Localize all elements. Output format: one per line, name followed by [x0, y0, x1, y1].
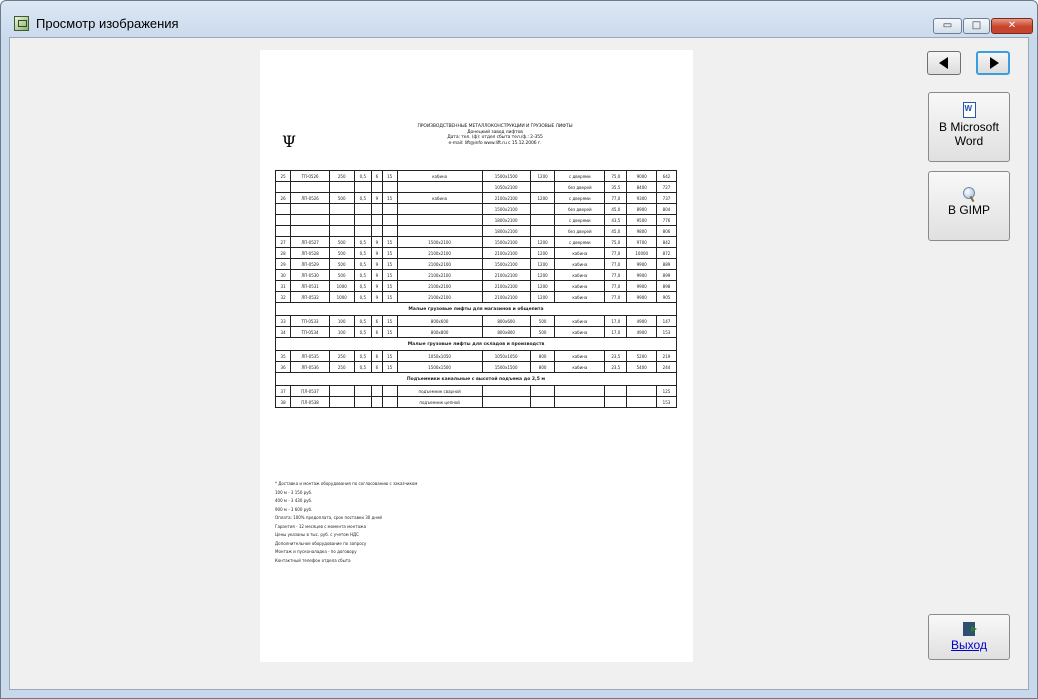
table-cell [627, 397, 656, 408]
table-cell [372, 215, 382, 226]
gimp-button-label: В GIMP [947, 203, 990, 217]
note-line: Цены указаны в тыс. руб. с учетом НДС [275, 532, 359, 537]
table-cell: 1200 [530, 259, 555, 270]
magnifier-icon [963, 187, 975, 199]
note-line: Оплата: 100% предоплата, срок поставки 30 дней [275, 515, 383, 520]
table-cell [397, 215, 482, 226]
table-cell [354, 226, 372, 237]
table-cell: с дверями [555, 171, 605, 182]
table-cell: 727 [656, 182, 676, 193]
table-row [276, 316, 677, 327]
table-cell: без дверей [555, 226, 605, 237]
note-line: Гарантия - 12 месяцев с момента монтажа [275, 523, 367, 529]
table-cell: 15 [382, 193, 397, 204]
table-cell: 26 [276, 193, 291, 204]
table-cell: 800 [530, 351, 555, 362]
table-cell [530, 226, 555, 237]
table-cell [397, 182, 482, 193]
table-cell: 15 [382, 237, 397, 248]
table-cell: 77,0 [605, 259, 627, 270]
table-cell [276, 226, 291, 237]
table-cell: кабина [555, 351, 605, 362]
table-cell [382, 204, 397, 215]
table-cell [291, 204, 330, 215]
table-cell: 45,0 [605, 226, 627, 237]
table-cell: 32 [276, 292, 291, 303]
table-cell [530, 386, 555, 397]
table-cell: 15 [382, 351, 397, 362]
table-cell: 800 [530, 362, 555, 373]
table-cell: 9300 [627, 193, 656, 204]
table-cell [372, 386, 382, 397]
table-cell: с дверями [555, 237, 605, 248]
table-cell: 77,0 [605, 270, 627, 281]
exit-door-icon [963, 622, 975, 636]
table-cell: 737 [656, 193, 676, 204]
table-row [276, 292, 677, 303]
table-row [276, 351, 677, 362]
table-cell: 15 [382, 292, 397, 303]
table-row [276, 215, 677, 226]
table-cell: 1200 [530, 248, 555, 259]
table-cell [291, 182, 330, 193]
table-row [276, 259, 677, 270]
table-cell: 147 [656, 316, 676, 327]
table-cell: 1500x2100 [482, 237, 530, 248]
table-cell [329, 226, 354, 237]
table-cell [382, 397, 397, 408]
image-preview[interactable] [260, 50, 693, 662]
table-cell: 125 [656, 386, 676, 397]
table-cell: 9 [372, 259, 382, 270]
table-cell: 1050x1050 [482, 351, 530, 362]
table-cell: кабина [555, 362, 605, 373]
table-cell [482, 386, 530, 397]
table-cell: 0,5 [354, 259, 372, 270]
table-cell: 500 [530, 327, 555, 338]
table-cell [354, 215, 372, 226]
table-cell: 15 [382, 259, 397, 270]
table-cell: 0,5 [354, 270, 372, 281]
table-cell: кабина [555, 248, 605, 259]
table-cell: 1200 [530, 237, 555, 248]
table-cell: 43,5 [605, 215, 627, 226]
table-cell [329, 204, 354, 215]
previous-image-button[interactable] [927, 51, 961, 75]
table-cell: 500 [329, 248, 354, 259]
table-cell: 2100x2100 [397, 259, 482, 270]
table-cell [354, 182, 372, 193]
viewer-area [9, 37, 1029, 690]
table-cell: кабина [397, 171, 482, 182]
table-cell: 15 [382, 270, 397, 281]
table-cell: 15 [382, 316, 397, 327]
table-cell: 9900 [627, 270, 656, 281]
table-cell: ЛП-0529 [291, 259, 330, 270]
close-button[interactable]: ✕ [991, 18, 1033, 34]
table-cell: 1050x1050 [397, 351, 482, 362]
table-cell: 2100x2100 [397, 248, 482, 259]
table-cell: 9500 [627, 215, 656, 226]
header-line: Дата: тел. (ф): отдел сбыта тел./ф.: 2-355 [447, 135, 543, 140]
table-cell: 9 [372, 248, 382, 259]
table-cell: 0,5 [354, 351, 372, 362]
window-title: Просмотр изображения [36, 16, 179, 31]
table-cell: 219 [656, 351, 676, 362]
table-cell: 77,0 [605, 193, 627, 204]
exit-button[interactable] [928, 614, 1010, 660]
table-cell: 0,5 [354, 281, 372, 292]
note-line: Контактный телефон отдела сбыта [275, 557, 351, 563]
table-cell: ПЛ-0538 [291, 397, 330, 408]
section-title: Подъемники канальные с высотой подъема до 2,5 м [276, 373, 677, 386]
table-cell: 1800x2100 [482, 215, 530, 226]
export-to-word-button[interactable] [928, 92, 1010, 162]
table-row [276, 397, 677, 408]
header-line: ПРОИЗВОДСТВЕННЫЕ МЕТАЛЛОКОНСТРУКЦИИ И ГРУЗОВЫЕ ЛИФТЫ [417, 124, 573, 129]
table-row [276, 226, 677, 237]
section-title: Малые грузовые лифты для складов и производств [276, 338, 677, 351]
table-cell: 77,0 [605, 248, 627, 259]
table-cell [555, 386, 605, 397]
table-cell: ЛП-0535 [291, 351, 330, 362]
table-row [276, 182, 677, 193]
table-row [276, 204, 677, 215]
table-cell: 6 [372, 362, 382, 373]
exit-button-label: Выход [951, 638, 987, 652]
table-cell: 9 [372, 292, 382, 303]
note-line: Монтаж и пусконаладка - по договору [275, 549, 357, 554]
table-cell: 9 [372, 237, 382, 248]
table-cell: кабина [555, 292, 605, 303]
table-cell [555, 397, 605, 408]
table-cell: 800x800 [397, 327, 482, 338]
table-cell: 10000 [627, 248, 656, 259]
table-cell: 642 [656, 171, 676, 182]
note-line: * Доставка и монтаж оборудования по согласованию с заказчиком [275, 481, 418, 486]
table-cell: с дверями [555, 215, 605, 226]
table-cell [397, 204, 482, 215]
table-cell: без дверей [555, 204, 605, 215]
table-cell: 898 [656, 281, 676, 292]
table-cell [397, 226, 482, 237]
table-cell: 0,5 [354, 248, 372, 259]
table-cell [329, 386, 354, 397]
title-bar[interactable] [1, 1, 1037, 35]
table-cell: 244 [656, 362, 676, 373]
table-cell [482, 397, 530, 408]
table-cell: 9900 [627, 259, 656, 270]
table-cell: подъемник цепной [397, 397, 482, 408]
table-row [276, 193, 677, 204]
table-cell: 28 [276, 248, 291, 259]
table-cell [530, 204, 555, 215]
table-row [276, 171, 677, 182]
table-cell: кабина [555, 327, 605, 338]
table-cell: ЛП-0527 [291, 237, 330, 248]
table-section-row [276, 338, 677, 351]
table-cell: 6 [372, 316, 382, 327]
table-cell: 2100x2100 [482, 281, 530, 292]
table-cell: 250 [329, 351, 354, 362]
table-row [276, 386, 677, 397]
table-cell: 1000 [329, 292, 354, 303]
table-cell [372, 204, 382, 215]
table-cell [276, 204, 291, 215]
image-viewer-icon [14, 16, 29, 31]
table-cell: 77,0 [605, 292, 627, 303]
table-cell: 37 [276, 386, 291, 397]
table-cell [382, 226, 397, 237]
table-cell [354, 397, 372, 408]
table-cell: 38 [276, 397, 291, 408]
table-cell [329, 215, 354, 226]
table-cell: ТП-0526 [291, 171, 330, 182]
table-cell: 15 [382, 281, 397, 292]
table-cell: 250 [329, 171, 354, 182]
table-cell: 500 [329, 193, 354, 204]
table-cell: 2100x2100 [482, 248, 530, 259]
table-cell [291, 226, 330, 237]
table-cell: 23,5 [605, 362, 627, 373]
table-cell: 29 [276, 259, 291, 270]
table-cell: 2100x2100 [397, 270, 482, 281]
table-cell: 1050x2100 [482, 182, 530, 193]
table-cell [382, 386, 397, 397]
table-cell: 800x600 [397, 316, 482, 327]
table-cell: 31 [276, 281, 291, 292]
next-image-button[interactable] [976, 51, 1010, 75]
table-cell: ТП-0534 [291, 327, 330, 338]
table-cell: 1200 [530, 193, 555, 204]
minimize-button[interactable]: ▭ [933, 18, 962, 34]
note-line: 100 м - 3 150 руб. [275, 489, 313, 495]
table-cell: 33 [276, 316, 291, 327]
table-cell: 25 [276, 171, 291, 182]
table-cell: 0,5 [354, 237, 372, 248]
table-cell: 77,0 [605, 281, 627, 292]
table-cell: 4900 [627, 316, 656, 327]
table-cell: 804 [656, 204, 676, 215]
section-title: Малые грузовые лифты для магазинов и общепита [276, 303, 677, 316]
open-in-gimp-button[interactable] [928, 171, 1010, 241]
table-cell: 899 [656, 270, 676, 281]
table-cell: кабина [555, 259, 605, 270]
table-cell: 6 [372, 351, 382, 362]
arrow-left-icon [939, 57, 948, 69]
table-cell: 842 [656, 237, 676, 248]
table-cell: 800x800 [482, 327, 530, 338]
table-section-row [276, 303, 677, 316]
table-cell: 27 [276, 237, 291, 248]
table-cell: ТП-0533 [291, 316, 330, 327]
table-cell: 9 [372, 281, 382, 292]
table-cell: кабина [555, 316, 605, 327]
document-header [365, 124, 625, 146]
table-cell: ЛП-0526 [291, 193, 330, 204]
table-cell [530, 397, 555, 408]
table-cell [329, 182, 354, 193]
table-cell [605, 386, 627, 397]
table-cell: 500 [530, 316, 555, 327]
table-cell: кабина [397, 193, 482, 204]
price-table [275, 170, 677, 408]
table-cell: 153 [656, 327, 676, 338]
table-cell: 1500x1500 [397, 362, 482, 373]
note-line: Дополнительное оборудование по запросу [275, 540, 367, 546]
table-cell: 17,0 [605, 316, 627, 327]
table-cell: 1500x2100 [482, 259, 530, 270]
table-cell: 1200 [530, 270, 555, 281]
table-cell [276, 182, 291, 193]
note-line: 900 м - 3 600 руб. [275, 506, 313, 512]
table-cell: 9900 [627, 281, 656, 292]
table-cell [382, 215, 397, 226]
table-cell: 1800x2100 [482, 226, 530, 237]
table-cell: 776 [656, 215, 676, 226]
table-cell: 2100x2100 [482, 193, 530, 204]
table-cell: 0,5 [354, 316, 372, 327]
table-cell [605, 397, 627, 408]
word-button-label: В Microsoft Word [938, 120, 999, 148]
table-cell: 1500x2100 [482, 204, 530, 215]
table-cell: ПЛ-0537 [291, 386, 330, 397]
table-cell: без дверей [555, 182, 605, 193]
table-cell: 0,5 [354, 193, 372, 204]
table-row [276, 281, 677, 292]
table-section-row [276, 373, 677, 386]
arrow-right-icon [990, 57, 999, 69]
table-cell: 2100x2100 [397, 281, 482, 292]
table-cell: 0,5 [354, 327, 372, 338]
table-cell: 75,0 [605, 237, 627, 248]
table-cell: 1000 [329, 281, 354, 292]
table-cell: кабина [555, 281, 605, 292]
table-cell: 15 [382, 171, 397, 182]
table-cell: 500 [329, 259, 354, 270]
table-row [276, 248, 677, 259]
table-cell: ЛП-0531 [291, 281, 330, 292]
table-cell: кабина [555, 270, 605, 281]
table-cell: 45,0 [605, 204, 627, 215]
table-cell: 1200 [530, 171, 555, 182]
table-cell: 30 [276, 270, 291, 281]
table-cell: 250 [329, 362, 354, 373]
company-logo: Ψ [282, 132, 297, 151]
header-line: e-mail: lift@info www.lift.ru с 15.12.2006 г. [448, 140, 542, 146]
table-cell: 35 [276, 351, 291, 362]
table-cell: ЛП-0532 [291, 292, 330, 303]
table-cell [354, 204, 372, 215]
maximize-button[interactable]: □ [963, 18, 990, 34]
table-cell [530, 215, 555, 226]
table-cell: 1200 [530, 281, 555, 292]
table-cell: 4900 [627, 327, 656, 338]
table-row [276, 362, 677, 373]
table-cell [291, 215, 330, 226]
table-cell: 8400 [627, 182, 656, 193]
table-cell: 100 [329, 327, 354, 338]
table-cell: 15 [382, 362, 397, 373]
table-cell: 35,5 [605, 182, 627, 193]
table-row [276, 237, 677, 248]
table-cell: 34 [276, 327, 291, 338]
table-cell: 9000 [627, 171, 656, 182]
table-cell: 800x600 [482, 316, 530, 327]
table-cell: подъемник сварной [397, 386, 482, 397]
table-cell: 905 [656, 292, 676, 303]
table-cell: 2100x2100 [482, 270, 530, 281]
table-row [276, 327, 677, 338]
table-cell [354, 386, 372, 397]
table-row [276, 270, 677, 281]
table-cell: 500 [329, 270, 354, 281]
table-cell: 6 [372, 171, 382, 182]
word-document-icon [963, 102, 976, 118]
table-cell: 153 [656, 397, 676, 408]
table-cell: 100 [329, 316, 354, 327]
table-cell: 36 [276, 362, 291, 373]
table-cell: 23,5 [605, 351, 627, 362]
table-cell: 1500x1500 [482, 362, 530, 373]
header-line: Донецкий завод лифтов [467, 129, 523, 135]
table-cell: ЛП-0530 [291, 270, 330, 281]
table-cell: 1200 [530, 292, 555, 303]
table-cell: 15 [382, 248, 397, 259]
table-cell: 806 [656, 226, 676, 237]
table-cell: 889 [656, 259, 676, 270]
table-cell: 15 [382, 327, 397, 338]
table-cell [372, 397, 382, 408]
table-cell: 8900 [627, 204, 656, 215]
table-cell [627, 386, 656, 397]
table-cell: 500 [329, 237, 354, 248]
table-cell [530, 182, 555, 193]
table-cell: 9700 [627, 237, 656, 248]
table-cell: 872 [656, 248, 676, 259]
table-cell [372, 182, 382, 193]
table-cell: 17,0 [605, 327, 627, 338]
table-cell: 9800 [627, 226, 656, 237]
table-cell: 9 [372, 270, 382, 281]
table-cell: 1500x1500 [482, 171, 530, 182]
table-cell [329, 397, 354, 408]
table-cell: ЛП-0528 [291, 248, 330, 259]
table-cell: 5200 [627, 351, 656, 362]
table-cell [276, 215, 291, 226]
table-cell: 1500x2100 [397, 237, 482, 248]
table-cell [382, 182, 397, 193]
table-cell: 0,5 [354, 171, 372, 182]
table-cell: 2100x2100 [397, 292, 482, 303]
table-cell: 6 [372, 327, 382, 338]
table-cell: 9 [372, 193, 382, 204]
table-cell: 0,5 [354, 292, 372, 303]
table-cell: 9900 [627, 292, 656, 303]
table-cell: 75,0 [605, 171, 627, 182]
table-cell: 2100x2100 [482, 292, 530, 303]
table-cell: 0,5 [354, 362, 372, 373]
note-line: 400 м - 3 430 руб. [275, 498, 313, 503]
table-cell [372, 226, 382, 237]
table-cell: ЛП-0536 [291, 362, 330, 373]
document-notes [275, 480, 675, 565]
table-cell: с дверями [555, 193, 605, 204]
table-cell: 5400 [627, 362, 656, 373]
